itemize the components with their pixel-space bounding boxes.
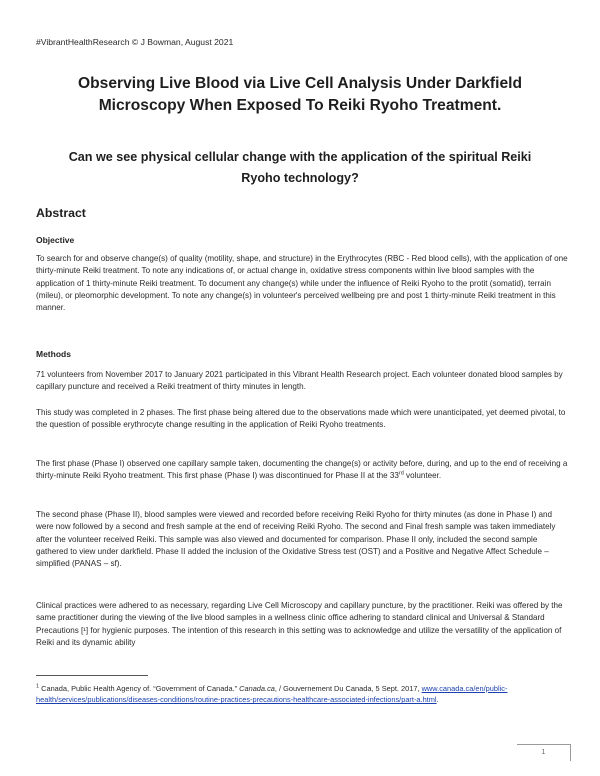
- title-line-1: Observing Live Blood via Live Cell Analysis Under Darkfield: [78, 75, 522, 92]
- abstract-heading: Abstract: [36, 206, 86, 220]
- methods-text-3b: volunteer.: [403, 471, 442, 481]
- footnote-text: Canada, Public Health Agency of. “Government of Canada.”: [39, 684, 240, 693]
- methods-paragraph-4: [36, 509, 570, 570]
- subtitle-line-1: Can we see physical cellular change with the application of the spiritual Reiki: [68, 150, 532, 164]
- footnote-link[interactable]: www.canada.ca/en/public-health/services/publications/diseases-conditions/routine-practices-precautions-healthcare-associated-infections/part-a.html: [36, 684, 508, 705]
- methods-paragraph-5: [36, 600, 570, 649]
- footnote: [36, 683, 570, 706]
- objective-heading: Objective: [36, 235, 75, 245]
- footnote-divider: [36, 675, 148, 676]
- page-number: 1: [517, 744, 571, 761]
- methods-text-5: Clinical practices were adhered to as necessary, regarding Live Cell Microscopy and capillary puncture, by the practitioner. Reiki was offered by the same practitioner during the viewing of the live blood samples in a wellness clinic office adhering to standard clinical and Universal & Standard Precautions [¹] for hygienic purposes. The intention of this research in this setting was to acknowledge and utilize the versatility of the application of Reiki and its dynamic ability: [36, 601, 563, 647]
- methods-text-3: [36, 458, 570, 483]
- methods-text-4: The second phase (Phase II), blood samples were viewed and recorded before receiving Reiki Ryoho for thirty minutes (as done in Phase I) and were now followed by a second and fresh sample at the end of receiving Reiki Ryoho. The second and Final fresh sample was taken immediately after the volunteer received Reiki. This sample was also viewed and documented for comparison. Phase II only, included the second sample gathered to view under darkfield. Phase II added the inclusion of the Oxidative Stress test (OST) and a Positive and Negative Affect Schedule – simplified (PANAS – sf).: [36, 510, 556, 569]
- footnote-trail: .: [436, 695, 439, 705]
- footnote-text-2: , / Gouvernement Du Canada, 5 Sept. 2017,: [274, 684, 420, 693]
- footnote-italic: Canada.ca: [239, 684, 275, 693]
- methods-text-3a: The first phase (Phase I) observed one capillary sample taken, documenting the change(s) or activity before, during, and up to the end of receiving a thirty-minute Reiki Ryoho treatment. This first phase (Phase I) was discontinued for Phase II at the 33: [36, 459, 568, 481]
- methods-paragraph-3: [36, 458, 570, 483]
- objective-paragraph: [36, 253, 570, 314]
- methods-heading: Methods: [36, 349, 71, 359]
- header-text: #VibrantHealthResearch © J Bowman, August 2021: [36, 37, 234, 47]
- methods-paragraph-2: [36, 407, 570, 432]
- ordinal-superscript: rd: [398, 470, 404, 477]
- methods-text-1: 71 volunteers from November 2017 to January 2021 participated in this Vibrant Health Research project. Each volunteer donated blood samples by capillary puncture and received a Reiki treatment of thirty minutes in length.: [36, 370, 563, 392]
- title-line-2: Microscopy When Exposed To Reiki Ryoho Treatment.: [98, 97, 502, 114]
- methods-paragraph-1: [36, 369, 570, 394]
- footnote-marker: 1: [36, 683, 40, 690]
- subtitle-line-2: Ryoho technology?: [241, 171, 359, 185]
- paper-subtitle: [40, 147, 560, 189]
- methods-text-2: This study was completed in 2 phases. The first phase being altered due to the observations made which were unanticipated, yet deemed pivotal, to the question of possible erythrocyte change resulting in the application of Reiki Ryoho treatments.: [36, 408, 566, 430]
- objective-text: To search for and observe change(s) of quality (motility, shape, and structure) in the Erythrocytes (RBC - Red blood cells), with the application of one thirty-minute Reiki treatment. To note any indications of, or actual change in, oxidative stress components within live blood samples with the application of 1 thirty-minute Reiki treatment. To document any change(s) while under the influence of Reiki Ryoho to the protit (somatid), terrain (mileu), or pleomorphic development. To note any change(s) in volunteer's perceived wellbeing pre and post 1 thirty-minute Reiki treatment in this manner.: [36, 254, 568, 313]
- paper-title: [48, 73, 552, 117]
